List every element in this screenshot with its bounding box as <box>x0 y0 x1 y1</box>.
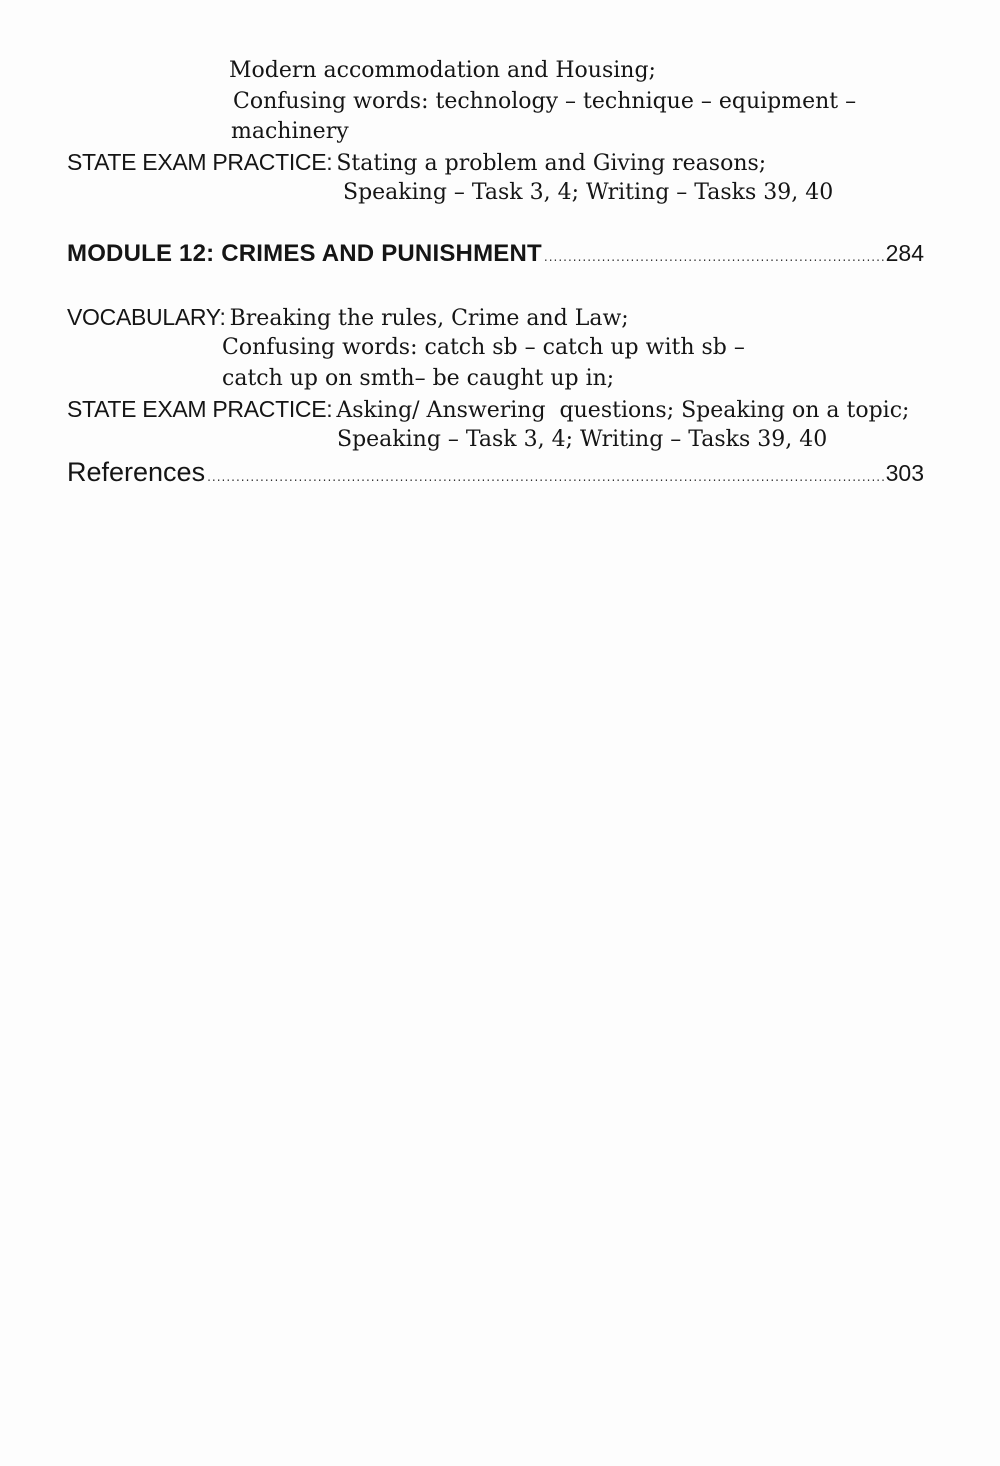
prev-vocab-line-2: Confusing words: technology – technique – equipment – <box>233 89 857 114</box>
toc-entry-references[interactable] <box>67 457 924 488</box>
prev-vocab-line-1: Modern accommodation and Housing; <box>229 58 656 83</box>
dot-leader <box>207 470 884 484</box>
module-12-exam-row <box>67 396 909 423</box>
module-12-page-number: 284 <box>885 240 924 266</box>
module-12-vocab-line-2: Confusing words: catch sb – catch up with sb – <box>222 335 745 360</box>
dot-leader <box>544 250 884 264</box>
module-12-vocab-line-1: Breaking the rules, Crime and Law; <box>229 306 629 331</box>
module-12-exam-line-1: Asking/ Answering questions; Speaking on a topic; <box>336 398 910 423</box>
prev-exam-line-2: Speaking – Task 3, 4; Writing – Tasks 39, 40 <box>343 180 834 205</box>
module-12-title: MODULE 12: CRIMES AND PUNISHMENT <box>67 240 542 267</box>
prev-vocab-line-3: machinery <box>231 119 349 144</box>
references-page-number: 303 <box>885 460 924 486</box>
module-12-vocab-label: VOCABULARY: <box>67 304 226 330</box>
module-12-exam-line-2: Speaking – Task 3, 4; Writing – Tasks 39, 40 <box>337 427 828 452</box>
module-12-exam-label: STATE EXAM PRACTICE: <box>67 396 333 422</box>
references-title: References <box>67 457 206 487</box>
prev-exam-row <box>67 149 766 176</box>
prev-exam-line-1: Stating a problem and Giving reasons; <box>336 151 767 176</box>
prev-exam-label: STATE EXAM PRACTICE: <box>67 149 333 175</box>
toc-entry-module-12[interactable] <box>67 240 924 268</box>
module-12-vocab-row <box>67 304 629 331</box>
module-12-vocab-line-3: catch up on smth– be caught up in; <box>222 366 615 391</box>
